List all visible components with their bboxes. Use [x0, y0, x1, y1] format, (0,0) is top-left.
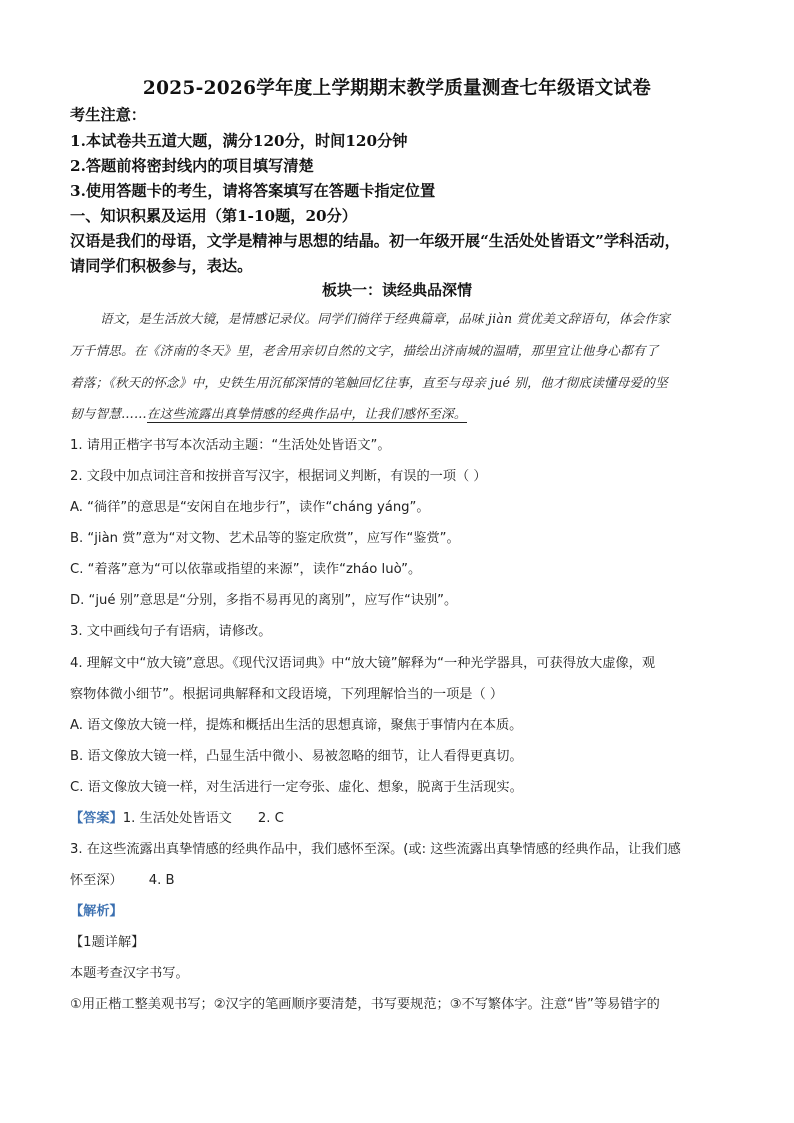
passage-line-1: 语文，是生活放大镜，是情感记录仪。同学们徜徉于经典篇章，品味 jiàn 赏优美文辞语句，体会作家 [100, 311, 671, 326]
answer-3-line-2 [70, 869, 175, 888]
question-2-option-a: A. “徜徉”的意思是“安闲自在地步行”，读作“cháng yáng”。 [70, 500, 430, 515]
passage-line-3: 着落；《秋天的怀念》中，史铁生用沉郁深情的笔触回忆往事，直至与母亲 jué 别，他才彻底读懂母爱的坚 [70, 375, 668, 390]
analysis-line-2: ①用正楷工整美观书写；②汉字的笔画顺序要清楚，书写要规范；③不写繁体字。注意“皆”等易错字的 [70, 997, 660, 1012]
part1-intro-line-2: 请同学们积极参与，表达。 [70, 257, 253, 275]
answer-tag: 【答案】 [70, 811, 123, 826]
question-2: 2. 文段中加点词注音和按拼音写汉字，根据词义判断，有误的一项（ ） [70, 469, 487, 484]
question-4-line-1: 4. 理解文中“放大镜”意思。《现代汉语词典》中“放大镜”解释为“一种光学器具，可获得放大虚像，观 [70, 656, 656, 671]
analysis-tag: 【解析】 [70, 904, 123, 919]
answer-1: 1. 生活处处皆语文 [122, 811, 232, 826]
notice-item-3: 3.使用答题卡的考生，请将答案填写在答题卡指定位置 [70, 182, 436, 200]
answer-3-tail: 怀至深） [70, 873, 123, 888]
page-title: 2025-2026学年度上学期期末教学质量测查七年级语文试卷 [142, 78, 652, 99]
answer-3-line-1: 3. 在这些流露出真挚情感的经典作品中，我们感怀至深。(或: 这些流露出真挚情感的经典作品，让我们感 [70, 842, 681, 857]
passage-line-4-plain: 韧与智慧…… [70, 406, 147, 421]
question-1: 1. 请用正楷字书写本次活动主题：“生活处处皆语文”。 [70, 438, 391, 453]
notice-item-2: 2.答题前将密封线内的项目填写清楚 [70, 157, 314, 175]
question-4-option-c: C. 语文像放大镜一样，对生活进行一定夸张、虚化、想象，脱离于生活现实。 [70, 780, 523, 795]
part1-heading: 一、知识积累及运用（第1-10题，20分） [70, 207, 357, 225]
analysis-subheading: 【1题详解】 [70, 935, 145, 950]
analysis-line-1: 本题考查汉字书写。 [70, 966, 189, 981]
answer-2: 2. C [257, 811, 284, 826]
question-3: 3. 文中画线句子有语病，请修改。 [70, 624, 272, 639]
section-title: 板块一：读经典品深情 [321, 281, 472, 299]
answer-4: 4. B [148, 873, 175, 888]
question-2-option-c: C. “着落”意为“可以依靠或指望的来源”，读作“zháo luò”。 [70, 562, 422, 577]
answer-line-1 [70, 807, 284, 826]
notice-item-1: 1.本试卷共五道大题，满分120分，时间120分钟 [70, 132, 408, 150]
part1-intro-line-1: 汉语是我们的母语，文学是精神与思想的结晶。初一年级开展“生活处处皆语文”学科活动， [70, 232, 680, 250]
question-4-option-a: A. 语文像放大镜一样，提炼和概括出生活的思想真谛，聚焦于事情内在本质。 [70, 718, 523, 733]
question-4-option-b: B. 语文像放大镜一样，凸显生活中微小、易被忽略的细节，让人看得更真切。 [70, 749, 523, 764]
passage-line-2: 万千情思。在《济南的冬天》里，老舍用亲切自然的文字，描绘出济南城的温晴，那里宜让他身心都有了 [70, 343, 659, 358]
question-2-option-d: D. “jué 别”意思是“分别，多指不易再见的离别”，应写作“诀别”。 [70, 593, 458, 608]
notice-header: 考生注意： [70, 106, 146, 124]
underlined-sentence: 在这些流露出真挚情感的经典作品中，让我们感怀至深。 [146, 406, 467, 421]
question-4-line-2: 察物体微小细节”。根据词典解释和文段语境，下列理解恰当的一项是（ ） [70, 687, 504, 702]
question-2-option-b: B. “jiàn 赏”意为“对文物、艺术品等的鉴定欣赏”，应写作“鉴赏”。 [70, 531, 460, 546]
passage-line-4 [70, 403, 467, 422]
